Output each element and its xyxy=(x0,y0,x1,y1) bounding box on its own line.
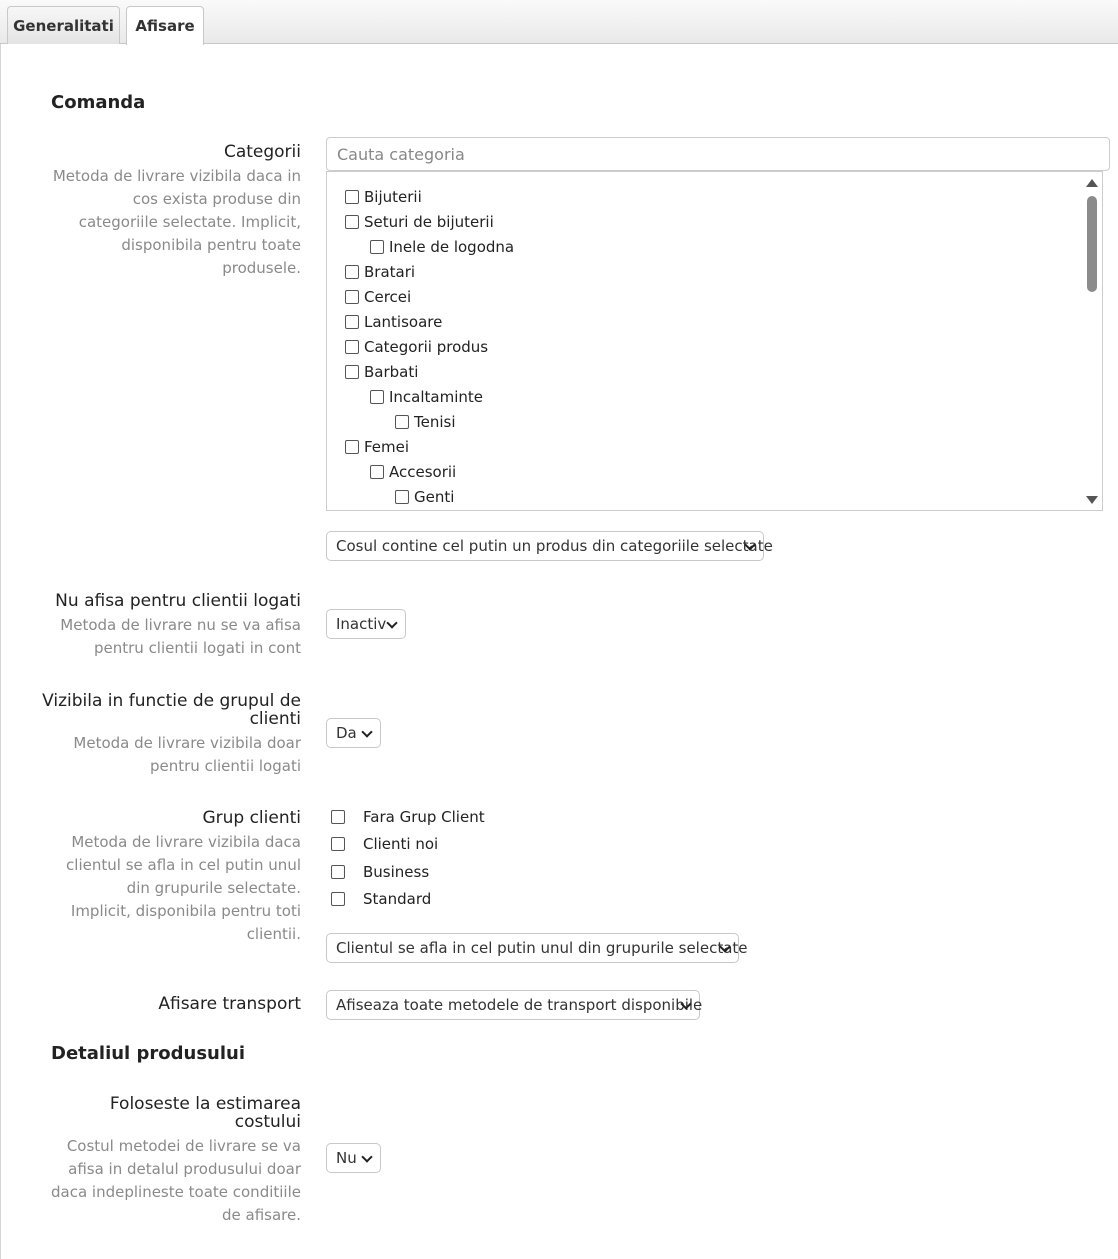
category-label: Bijuterii xyxy=(364,188,422,206)
category-checkbox[interactable] xyxy=(395,490,409,504)
category-checkbox[interactable] xyxy=(370,465,384,479)
grup-clienti-label: Grup clienti xyxy=(202,808,301,828)
categorii-label-group xyxy=(40,143,301,280)
category-item[interactable] xyxy=(345,262,415,282)
categorii-help: Metoda de livrare vizibila daca in cos exista produse din categoriile selectate. Implicit, disponibila pentru toate produsele. xyxy=(52,167,301,277)
vizibila-help: Metoda de livrare vizibila doar pentru clientii logati xyxy=(73,734,301,775)
category-item[interactable] xyxy=(345,312,442,332)
tab-generalitati[interactable] xyxy=(7,6,120,44)
category-checkbox[interactable] xyxy=(395,415,409,429)
category-scrollbar[interactable] xyxy=(1082,172,1102,510)
category-checkbox[interactable] xyxy=(345,215,359,229)
category-label: Tenisi xyxy=(414,413,456,431)
category-label: Genti xyxy=(414,488,455,506)
nu-afisa-select[interactable] xyxy=(326,609,406,639)
client-group-label: Fara Grup Client xyxy=(363,808,485,826)
client-group-checkbox[interactable] xyxy=(331,892,345,906)
category-condition-select[interactable] xyxy=(326,531,773,561)
client-group-item[interactable] xyxy=(331,862,429,882)
category-label: Accesorii xyxy=(389,463,457,481)
estimare-label: Foloseste la estimarea costului xyxy=(109,1094,301,1132)
client-group-checkbox[interactable] xyxy=(331,837,345,851)
afisare-transport-label: Afisare transport xyxy=(158,994,301,1014)
scroll-up-arrow-icon[interactable] xyxy=(1086,179,1098,187)
tab-afisare-label: Afisare xyxy=(135,17,195,35)
category-item[interactable] xyxy=(395,487,454,507)
category-label: Femei xyxy=(364,438,410,456)
chevron-down-icon xyxy=(386,617,397,628)
client-group-checkbox[interactable] xyxy=(331,810,345,824)
section-title-comanda: Comanda xyxy=(51,92,146,113)
vizibila-value: Da xyxy=(336,724,357,742)
scrollbar-thumb[interactable] xyxy=(1087,196,1097,292)
category-checkbox[interactable] xyxy=(345,290,359,304)
client-group-label: Business xyxy=(363,863,430,881)
category-checkbox[interactable] xyxy=(345,315,359,329)
category-condition-value: Cosul contine cel putin un produs din categoriile selectate xyxy=(336,537,773,555)
category-label: Inele de logodna xyxy=(389,238,515,256)
afisare-transport-label-group xyxy=(40,995,301,1013)
client-group-item[interactable] xyxy=(331,807,485,827)
category-checkbox[interactable] xyxy=(370,390,384,404)
nu-afisa-label-group xyxy=(40,592,301,660)
section-title-detaliu: Detaliul produsului xyxy=(51,1043,246,1064)
client-group-label: Standard xyxy=(363,890,432,908)
category-label: Bratari xyxy=(364,263,416,281)
category-label: Incaltaminte xyxy=(389,388,484,406)
nu-afisa-value: Inactiv xyxy=(336,615,387,633)
client-group-label: Clienti noi xyxy=(363,835,439,853)
vizibila-select[interactable] xyxy=(326,718,381,748)
vizibila-label-group xyxy=(40,692,301,778)
scroll-down-arrow-icon[interactable] xyxy=(1086,496,1098,504)
category-label: Cercei xyxy=(364,288,412,306)
category-label: Lantisoare xyxy=(364,313,443,331)
category-search-input[interactable] xyxy=(326,137,1110,171)
category-label: Barbati xyxy=(364,363,419,381)
tab-afisare[interactable] xyxy=(126,6,204,45)
nu-afisa-help: Metoda de livrare nu se va afisa pentru clientii logati in cont xyxy=(60,616,301,657)
category-checkbox[interactable] xyxy=(345,440,359,454)
category-item[interactable] xyxy=(370,387,483,407)
category-item[interactable] xyxy=(345,187,422,207)
category-label: Categorii produs xyxy=(364,338,489,356)
estimare-label-group xyxy=(40,1095,301,1227)
chevron-down-icon xyxy=(361,726,372,737)
category-item[interactable] xyxy=(370,237,514,257)
category-item[interactable] xyxy=(345,212,494,232)
category-checkbox[interactable] xyxy=(345,340,359,354)
afisare-transport-select[interactable] xyxy=(326,990,703,1020)
grup-clienti-label-group xyxy=(40,809,301,946)
client-group-checkbox[interactable] xyxy=(331,865,345,879)
client-group-item[interactable] xyxy=(331,834,438,854)
category-item[interactable] xyxy=(345,362,418,382)
category-checkbox[interactable] xyxy=(345,190,359,204)
client-group-item[interactable] xyxy=(331,889,431,909)
category-checkbox[interactable] xyxy=(370,240,384,254)
grup-clienti-help: Metoda de livrare vizibila daca clientul se afla in cel putin unul din grupurile selectate. Implicit, disponibila pentru toti clientii. xyxy=(66,833,301,943)
panel-border xyxy=(0,44,1,1259)
client-group-condition-value: Clientul se afla in cel putin unul din grupurile selectate xyxy=(336,939,748,957)
client-group-condition-select[interactable] xyxy=(326,933,748,963)
vizibila-label: Vizibila in functie de grupul de clienti xyxy=(42,691,301,729)
category-item[interactable] xyxy=(345,287,411,307)
chevron-down-icon xyxy=(361,1151,372,1162)
nu-afisa-label: Nu afisa pentru clientii logati xyxy=(55,591,301,611)
afisare-transport-value: Afiseaza toate metodele de transport disponibile xyxy=(336,996,703,1014)
category-checkbox[interactable] xyxy=(345,265,359,279)
estimare-help: Costul metodei de livrare se va afisa in detalul produsului doar daca indeplineste toate conditiile de afisare. xyxy=(51,1137,301,1224)
tab-bar xyxy=(0,0,1118,44)
category-checkbox[interactable] xyxy=(345,365,359,379)
category-item[interactable] xyxy=(345,337,488,357)
category-tree xyxy=(326,171,1103,511)
categorii-label: Categorii xyxy=(223,142,301,162)
estimare-value: Nu xyxy=(336,1149,357,1167)
category-item[interactable] xyxy=(395,412,456,432)
category-label: Seturi de bijuterii xyxy=(364,213,494,231)
category-item[interactable] xyxy=(345,437,409,457)
estimare-select[interactable] xyxy=(326,1143,381,1173)
tab-generalitati-label: Generalitati xyxy=(13,16,114,35)
category-item[interactable] xyxy=(370,462,456,482)
